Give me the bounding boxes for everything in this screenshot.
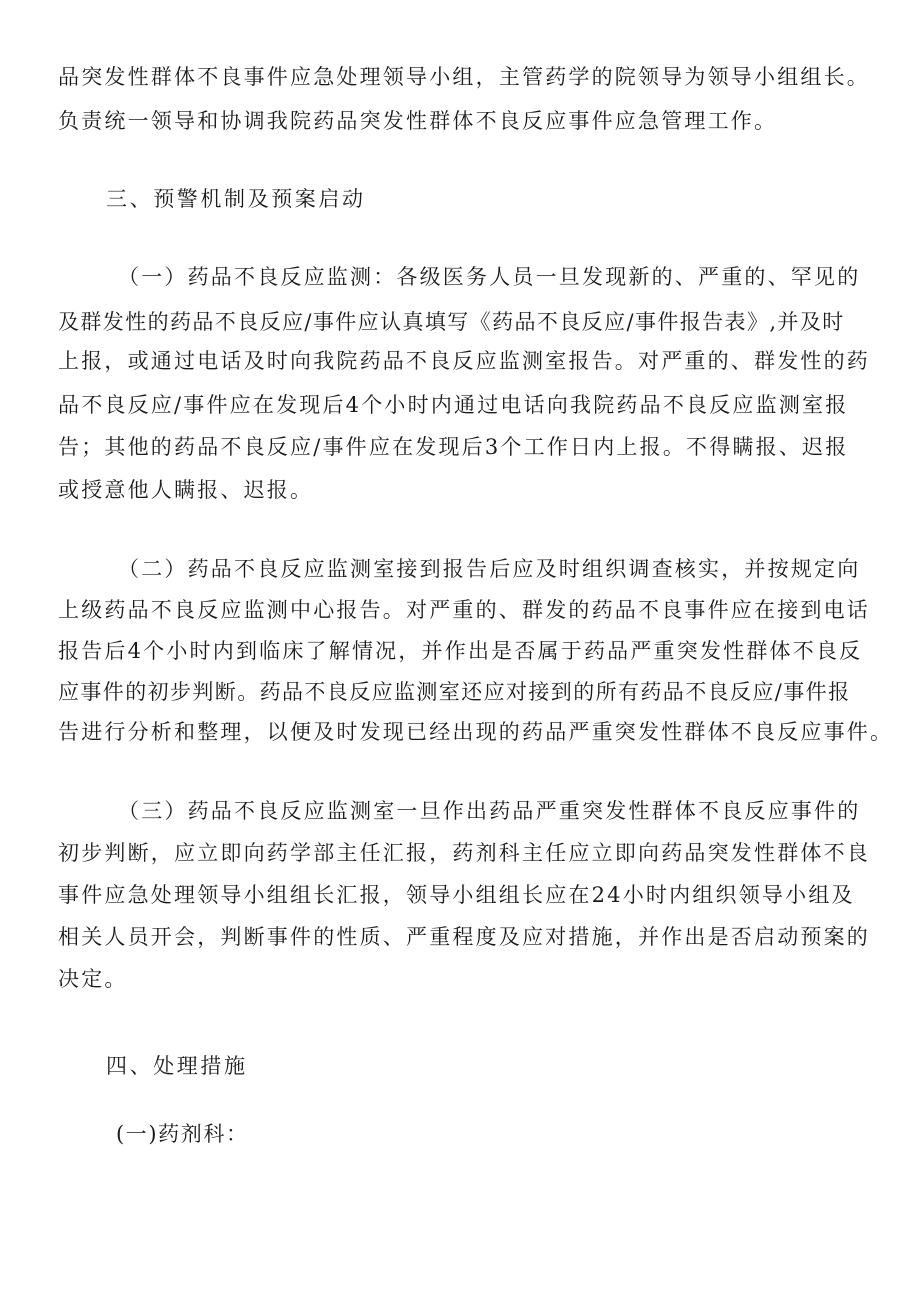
intro-line-1: 品突发性群体不良事件应急处理领导小组，主管药学的院领导为领导小组组长。	[58, 65, 870, 89]
s3-p1-line-1: （一）药品不良反应监测：各级医务人员一旦发现新的、严重的、罕见的	[118, 265, 861, 289]
s3-p2-line-4: 应事件的初步判断。药品不良反应监测室还应对接到的所有药品不良反应/事件报	[58, 680, 851, 704]
s3-p2-line-3: 报告后4个小时内到临床了解情况，并作出是否属于药品严重突发性群体不良反	[58, 639, 863, 663]
s3-p2-line-5: 告进行分析和整理，以便及时发现已经出现的药品严重突发性群体不良反应事件。	[58, 720, 894, 744]
s3-p3-line-5: 决定。	[58, 967, 128, 991]
section-3-heading: 三、预警机制及预案启动	[106, 187, 366, 211]
s3-p1-line-3: 上报，或通过电话及时向我院药品不良反应监测室报告。对严重的、群发性的药	[58, 349, 870, 373]
s3-p1-line-2: 及群发性的药品不良反应/事件应认真填写《药品不良反应/事件报告表》,并及时	[58, 310, 845, 334]
s3-p3-line-3: 事件应急处理领导小组组长汇报，领导小组组长应在24小时内组织领导小组及	[58, 883, 855, 907]
s3-p2-line-2: 上级药品不良反应监测中心报告。对严重的、群发的药品不良事件应在接到电话	[58, 598, 870, 622]
s3-p3-line-1: （三）药品不良反应监测室一旦作出药品严重突发性群体不良反应事件的	[118, 799, 861, 823]
section-4-heading: 四、处理措施	[106, 1054, 248, 1078]
s3-p1-line-6: 或授意他人瞒报、迟报。	[58, 478, 314, 502]
intro-line-2: 负责统一领导和协调我院药品突发性群体不良反应事件应急管理工作。	[58, 109, 778, 133]
s3-p1-line-4: 品不良反应/事件应在发现后4个小时内通过电话向我院药品不良反应监测室报	[58, 393, 849, 417]
s3-p3-line-4: 相关人员开会，判断事件的性质、严重程度及应对措施，并作出是否启动预案的	[58, 925, 870, 949]
section-4-subheading-1: (一)药剂科：	[116, 1122, 249, 1146]
s3-p1-line-5: 告；其他的药品不良反应/事件应在发现后3个工作日内上报。不得瞒报、迟报	[58, 435, 849, 459]
s3-p2-line-1: （二）药品不良反应监测室接到报告后应及时组织调查核实，并按规定向	[118, 557, 861, 581]
s3-p3-line-2: 初步判断，应立即向药学部主任汇报，药剂科主任应立即向药品突发性群体不良	[58, 841, 870, 865]
